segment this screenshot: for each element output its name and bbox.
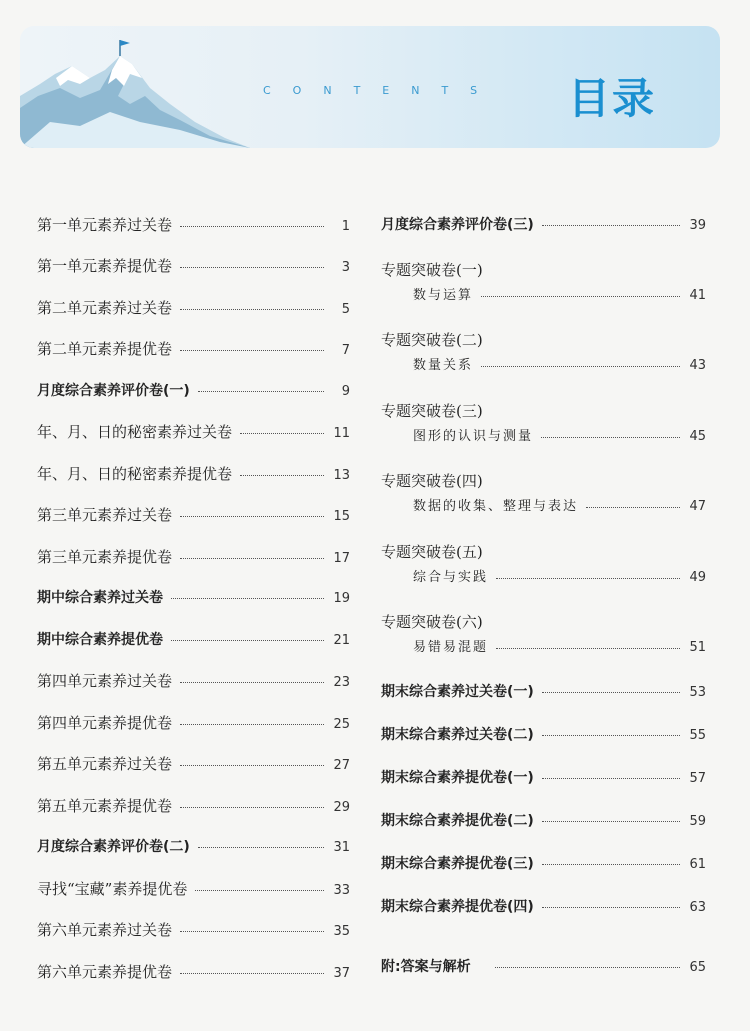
toc-entry-page: 37 xyxy=(333,966,350,981)
toc-entry[interactable] xyxy=(37,547,350,569)
toc-entry-label: 期末综合素养提优卷(四) xyxy=(381,899,534,915)
toc-entry-label: 综合与实践 xyxy=(413,570,489,585)
dot-leader xyxy=(180,350,324,351)
toc-entry-page: 57 xyxy=(689,771,706,786)
toc-entry[interactable] xyxy=(37,505,350,527)
toc-entry-page: 3 xyxy=(341,260,350,275)
toc-entry-page: 63 xyxy=(689,900,706,915)
toc-entry-label: 期中综合素养过关卷 xyxy=(37,590,163,606)
toc-entry-label: 年、月、日的秘密素养过关卷 xyxy=(37,423,233,441)
toc-entry-label: 年、月、日的秘密素养提优卷 xyxy=(37,465,233,483)
toc-entry-label: 期末综合素养提优卷(三) xyxy=(381,856,534,872)
dot-leader xyxy=(542,225,680,226)
dot-leader xyxy=(542,907,680,908)
toc-entry[interactable] xyxy=(37,837,350,858)
dot-leader xyxy=(180,807,324,808)
toc-entry-page: 47 xyxy=(689,499,706,514)
toc-entry[interactable] xyxy=(381,811,706,832)
toc-entry-page: 11 xyxy=(333,426,350,441)
toc-entry-label: 第六单元素养提优卷 xyxy=(37,963,173,981)
toc-entry-label: 月度综合素养评价卷(二) xyxy=(37,839,190,855)
dot-leader xyxy=(496,578,680,579)
toc-entry-label: 第四单元素养过关卷 xyxy=(37,672,173,690)
dot-leader xyxy=(180,516,324,517)
toc-entry-page: 43 xyxy=(689,358,706,373)
toc-entry-page: 17 xyxy=(333,551,350,566)
toc-entry-page: 39 xyxy=(689,218,706,233)
toc-entry-label: 第六单元素养过关卷 xyxy=(37,921,173,939)
toc-entry[interactable] xyxy=(381,768,706,789)
mountain-illustration xyxy=(20,26,250,148)
toc-entry-label: 期末综合素养过关卷(二) xyxy=(381,727,534,743)
topic-title: 专题突破卷(三) xyxy=(381,402,483,420)
dot-leader xyxy=(180,682,324,683)
toc-entry-label: 第三单元素养提优卷 xyxy=(37,548,173,566)
toc-entry-label: 第四单元素养提优卷 xyxy=(37,714,173,732)
dot-leader xyxy=(542,864,680,865)
topic-title: 专题突破卷(六) xyxy=(381,613,483,631)
toc-entry-label: 第一单元素养提优卷 xyxy=(37,257,173,275)
toc-entry-page: 59 xyxy=(689,814,706,829)
toc-entry[interactable] xyxy=(37,381,350,402)
toc-entry[interactable] xyxy=(413,497,706,517)
dot-leader xyxy=(195,890,324,891)
dot-leader xyxy=(586,507,680,508)
toc-entry[interactable] xyxy=(37,920,350,942)
toc-entry-page: 21 xyxy=(333,633,350,648)
toc-entry-page: 45 xyxy=(689,429,706,444)
toc-entry[interactable] xyxy=(413,568,706,588)
dot-leader xyxy=(171,640,324,641)
toc-entry-page: 1 xyxy=(341,219,350,234)
dot-leader xyxy=(542,735,680,736)
dot-leader xyxy=(481,366,680,367)
toc-entry[interactable] xyxy=(413,638,706,658)
toc-entry-page: 13 xyxy=(333,468,350,483)
dot-leader xyxy=(198,391,324,392)
toc-entry-page: 41 xyxy=(689,288,706,303)
toc-entry-appendix[interactable] xyxy=(381,957,706,978)
dot-leader xyxy=(180,765,324,766)
dot-leader xyxy=(240,475,324,476)
toc-entry-page: 49 xyxy=(689,570,706,585)
toc-entry[interactable] xyxy=(413,356,706,376)
toc-entry[interactable] xyxy=(381,215,706,236)
toc-entry[interactable] xyxy=(37,215,350,237)
contents-heading: CONTENTS xyxy=(263,84,500,97)
toc-entry[interactable] xyxy=(381,725,706,746)
dot-leader xyxy=(180,267,324,268)
dot-leader xyxy=(180,931,324,932)
page-title: 目录 xyxy=(568,74,657,123)
toc-entry-page: 53 xyxy=(689,685,706,700)
toc-entry[interactable] xyxy=(413,286,706,306)
toc-entry[interactable] xyxy=(381,682,706,703)
toc-entry-page: 35 xyxy=(333,924,350,939)
toc-entry-page: 27 xyxy=(333,758,350,773)
toc-entry[interactable] xyxy=(37,588,350,609)
dot-leader xyxy=(496,648,680,649)
dot-leader xyxy=(180,226,324,227)
toc-entry-page: 29 xyxy=(333,800,350,815)
toc-entry-label: 数据的收集、整理与表达 xyxy=(413,499,579,514)
dot-leader xyxy=(542,692,680,693)
dot-leader xyxy=(171,598,324,599)
toc-entry-label: 数量关系 xyxy=(413,358,474,373)
toc-entry[interactable] xyxy=(37,339,350,361)
toc-entry-page: 19 xyxy=(333,591,350,606)
toc-entry-page: 7 xyxy=(341,343,350,358)
toc-entry-label: 期末综合素养提优卷(二) xyxy=(381,813,534,829)
toc-entry-label: 第五单元素养过关卷 xyxy=(37,755,173,773)
toc-entry[interactable] xyxy=(37,630,350,651)
toc-entry-label: 附:答案与解析 xyxy=(381,959,471,975)
toc-entry[interactable] xyxy=(381,897,706,918)
toc-entry[interactable] xyxy=(37,256,350,278)
dot-leader xyxy=(180,973,324,974)
toc-entry-page: 51 xyxy=(689,640,706,655)
toc-entry-page: 5 xyxy=(341,302,350,317)
toc-entry-page: 55 xyxy=(689,728,706,743)
topic-title: 专题突破卷(四) xyxy=(381,472,483,490)
dot-leader xyxy=(240,433,324,434)
toc-entry-label: 月度综合素养评价卷(一) xyxy=(37,383,190,399)
toc-entry[interactable] xyxy=(413,427,706,447)
toc-entry-label: 易错易混题 xyxy=(413,640,489,655)
toc-entry-page: 61 xyxy=(689,857,706,872)
toc-entry-label: 第三单元素养过关卷 xyxy=(37,506,173,524)
toc-entry[interactable] xyxy=(37,879,350,901)
toc-entry[interactable] xyxy=(37,713,350,735)
toc-entry-label: 第二单元素养过关卷 xyxy=(37,299,173,317)
toc-entry[interactable] xyxy=(37,298,350,320)
dot-leader xyxy=(198,847,324,848)
toc-entry-label: 第五单元素养提优卷 xyxy=(37,797,173,815)
toc-entry-page: 23 xyxy=(333,675,350,690)
toc-entry-label: 第二单元素养提优卷 xyxy=(37,340,173,358)
toc-entry[interactable] xyxy=(37,962,350,984)
dot-leader xyxy=(481,296,680,297)
toc-entry[interactable] xyxy=(37,754,350,776)
toc-entry[interactable] xyxy=(37,796,350,818)
toc-entry-page: 31 xyxy=(333,840,350,855)
dot-leader xyxy=(541,437,680,438)
toc-entry-page: 9 xyxy=(341,384,350,399)
dot-leader xyxy=(180,724,324,725)
toc-entry-label: 数与运算 xyxy=(413,288,474,303)
toc-entry[interactable] xyxy=(37,671,350,693)
toc-entry-label: 月度综合素养评价卷(三) xyxy=(381,217,534,233)
dot-leader xyxy=(180,309,324,310)
toc-entry[interactable] xyxy=(381,854,706,875)
toc-entry-label: 期中综合素养提优卷 xyxy=(37,632,163,648)
toc-entry-page: 15 xyxy=(333,509,350,524)
toc-entry[interactable] xyxy=(37,422,350,444)
toc-entry-label: 图形的认识与测量 xyxy=(413,429,534,444)
dot-leader xyxy=(495,967,680,968)
topic-title: 专题突破卷(二) xyxy=(381,331,483,349)
toc-entry[interactable] xyxy=(37,464,350,486)
toc-entry-label: 第一单元素养过关卷 xyxy=(37,216,173,234)
toc-entry-page: 65 xyxy=(689,960,706,975)
dot-leader xyxy=(180,558,324,559)
topic-title: 专题突破卷(一) xyxy=(381,261,483,279)
toc-entry-label: 寻找“宝藏”素养提优卷 xyxy=(37,880,188,898)
dot-leader xyxy=(542,778,680,779)
dot-leader xyxy=(542,821,680,822)
toc-entry-page: 25 xyxy=(333,717,350,732)
topic-title: 专题突破卷(五) xyxy=(381,543,483,561)
toc-entry-label: 期末综合素养提优卷(一) xyxy=(381,770,534,786)
toc-entry-label: 期末综合素养过关卷(一) xyxy=(381,684,534,700)
toc-entry-page: 33 xyxy=(333,883,350,898)
